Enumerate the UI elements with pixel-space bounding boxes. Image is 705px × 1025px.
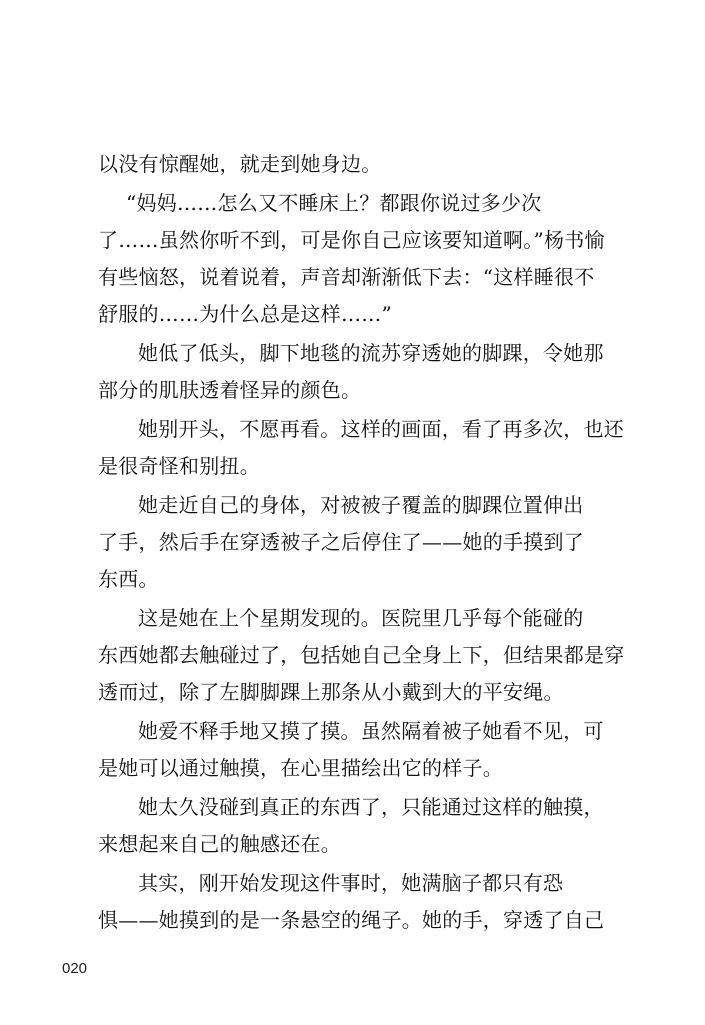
text-line: 部分的肌肤透着怪异的颜色。: [98, 378, 362, 402]
text-line: 透而过，除了左脚脚踝上那条从小戴到大的平安绳。: [98, 680, 564, 704]
body-text: [98, 146, 625, 941]
paragraph-9: [98, 865, 605, 939]
text-line: 其实，刚开始发现这件事时，她满脑子都只有恐: [138, 871, 564, 895]
text-line: 惧——她摸到的是一条悬空的绳子。她的手，穿透了自己: [98, 908, 605, 932]
text-line: 她太久没碰到真正的东西了，只能通过这样的触摸，: [138, 795, 604, 819]
paragraph-8: [98, 789, 604, 863]
paragraph-6: [98, 600, 625, 711]
paragraph-7: [98, 713, 604, 787]
text-line: 东西。: [98, 567, 159, 591]
text-line: 有些恼怒，说着说着，声音却渐渐低下去：“这样睡很不: [98, 265, 595, 289]
text-line: 东西她都去触碰过了，包括她自己全身上下，但结果都是穿: [98, 643, 625, 667]
page-number: 020: [62, 960, 88, 977]
text-line: 她爱不释手地又摸了摸。虽然隔着被子她看不见，可: [138, 719, 604, 743]
text-line: 舒服的……为什么总是这样……”: [98, 302, 392, 326]
paragraph-2: [98, 185, 605, 333]
paragraph-3: [98, 335, 604, 409]
text-line: 她别开头，不愿再看。这样的画面，看了再多次，也还: [138, 417, 624, 441]
text-line: 她低了低头，脚下地毯的流苏穿透她的脚踝，令她那: [138, 341, 604, 365]
text-line: “妈妈……怎么又不睡床上？都跟你说过多少次: [126, 191, 542, 215]
paragraph-1: [98, 146, 594, 183]
paragraph-5: [98, 487, 594, 598]
text-line: 来想起来自己的触感还在。: [98, 832, 341, 856]
text-line: 她走近自己的身体，对被被子覆盖的脚踝位置伸出: [138, 493, 584, 517]
text-line: 是她可以通过触摸，在心里描绘出它的样子。: [98, 756, 503, 780]
paragraph-4: [98, 411, 624, 485]
text-line: 了……虽然你听不到，可是你自己应该要知道啊。”杨书愉: [98, 228, 605, 252]
text-line: 是很奇怪和别扭。: [98, 454, 260, 478]
text-line: 了手，然后手在穿透被子之后停住了——她的手摸到了: [98, 530, 584, 554]
text-line: 这是她在上个星期发现的。医院里几乎每个能碰的: [138, 606, 584, 630]
text-line: 以没有惊醒她，就走到她身边。: [98, 152, 382, 176]
